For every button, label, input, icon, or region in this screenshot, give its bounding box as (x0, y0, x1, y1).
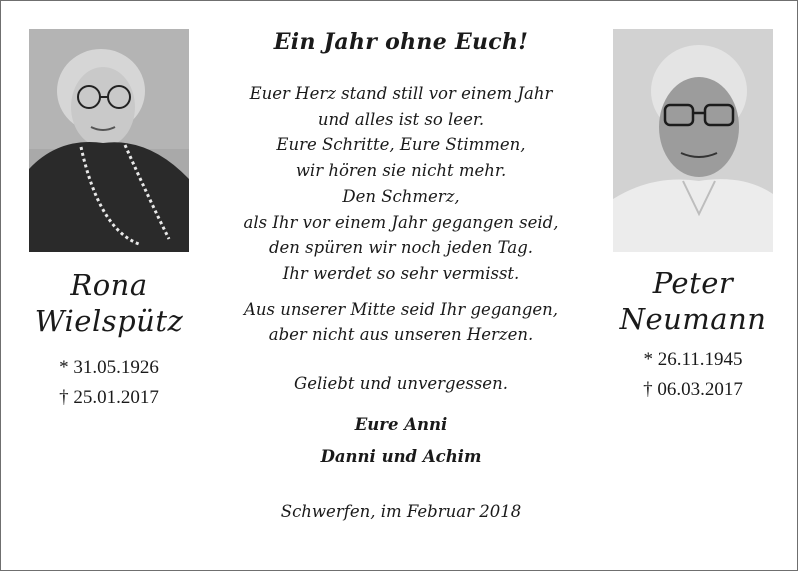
person-last-name: Neumann (619, 302, 767, 336)
poem-stanza-2 (221, 297, 581, 348)
person-first-name: Rona (70, 268, 148, 302)
birth-date: * 31.05.1926 (59, 357, 159, 378)
signers (221, 409, 581, 473)
poem-line: aber nicht aus unseren Herzen. (268, 325, 534, 345)
poem-line: Aus unserer Mitte seid Ihr gegangen, (243, 299, 559, 319)
person-left (9, 267, 209, 413)
death-date: † 06.03.2017 (643, 379, 743, 400)
signer: Danni und Achim (320, 447, 482, 467)
portrait-photo-right (613, 29, 773, 252)
poem-line: Euer Herz stand still vor einem Jahr (249, 84, 553, 103)
person-last-name: Wielspütz (34, 304, 184, 338)
poem-line: als Ihr vor einem Jahr gegangen seid, (243, 212, 559, 232)
person-first-name: Peter (652, 266, 734, 300)
obituary-title: Ein Jahr ohne Euch! (273, 29, 529, 55)
person-right (593, 265, 793, 405)
signer: Eure Anni (354, 415, 448, 435)
birth-date: * 26.11.1945 (643, 349, 743, 370)
portrait-photo-left (29, 29, 189, 252)
poem-line: Ihr werdet so sehr vermisst. (282, 263, 520, 283)
place-and-date: Schwerfen, im Februar 2018 (280, 502, 522, 522)
center-text (221, 25, 581, 525)
person-dates (593, 345, 793, 405)
poem-line: den spüren wir noch jeden Tag. (268, 238, 534, 258)
death-date: † 25.01.2017 (59, 387, 159, 408)
poem-line: Den Schmerz, (342, 186, 460, 206)
poem-line: und alles ist so leer. (317, 109, 485, 129)
poem-stanza-1 (221, 81, 581, 287)
poem-line: wir hören sie nicht mehr. (295, 161, 507, 181)
subtitle: Geliebt und unvergessen. (294, 374, 508, 394)
poem-line: Eure Schritte, Eure Stimmen, (276, 135, 526, 155)
person-dates (9, 353, 209, 413)
